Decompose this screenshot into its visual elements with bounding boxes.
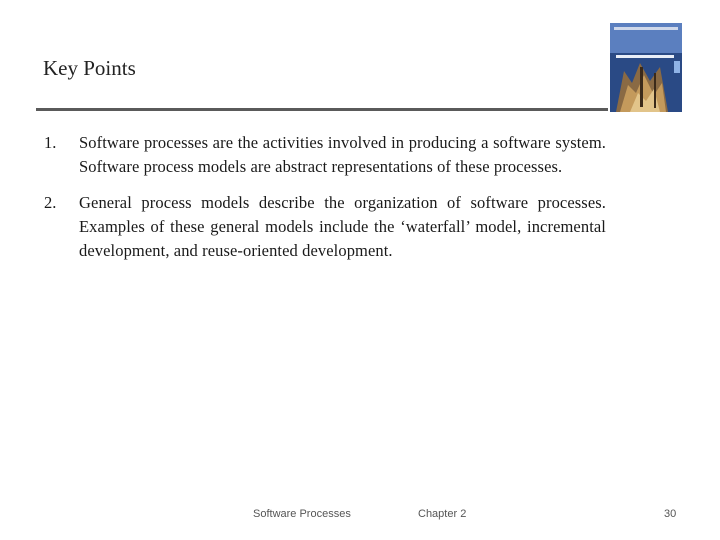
key-points-list [44, 131, 606, 275]
list-item-number: 2. [44, 193, 57, 212]
title-divider [36, 108, 608, 111]
footer-chapter: Chapter 2 [418, 508, 467, 520]
page-number: 30 [664, 508, 677, 520]
list-item [44, 131, 606, 179]
list-item-text: Software processes are the activities involved in producing a software system. Software process models are abstract representations of these processes. [79, 133, 606, 176]
list-item-number: 1. [44, 133, 57, 152]
list-item-text: General process models describe the organization of software processes. Examples of these general models include the ‘waterfall’ model, incremental development, and reuse-oriented development. [79, 193, 606, 260]
book-cover-image [610, 23, 682, 112]
slide-title: Key Points [43, 56, 136, 80]
footer-section-title: Software Processes [253, 508, 351, 520]
list-item [44, 191, 606, 263]
